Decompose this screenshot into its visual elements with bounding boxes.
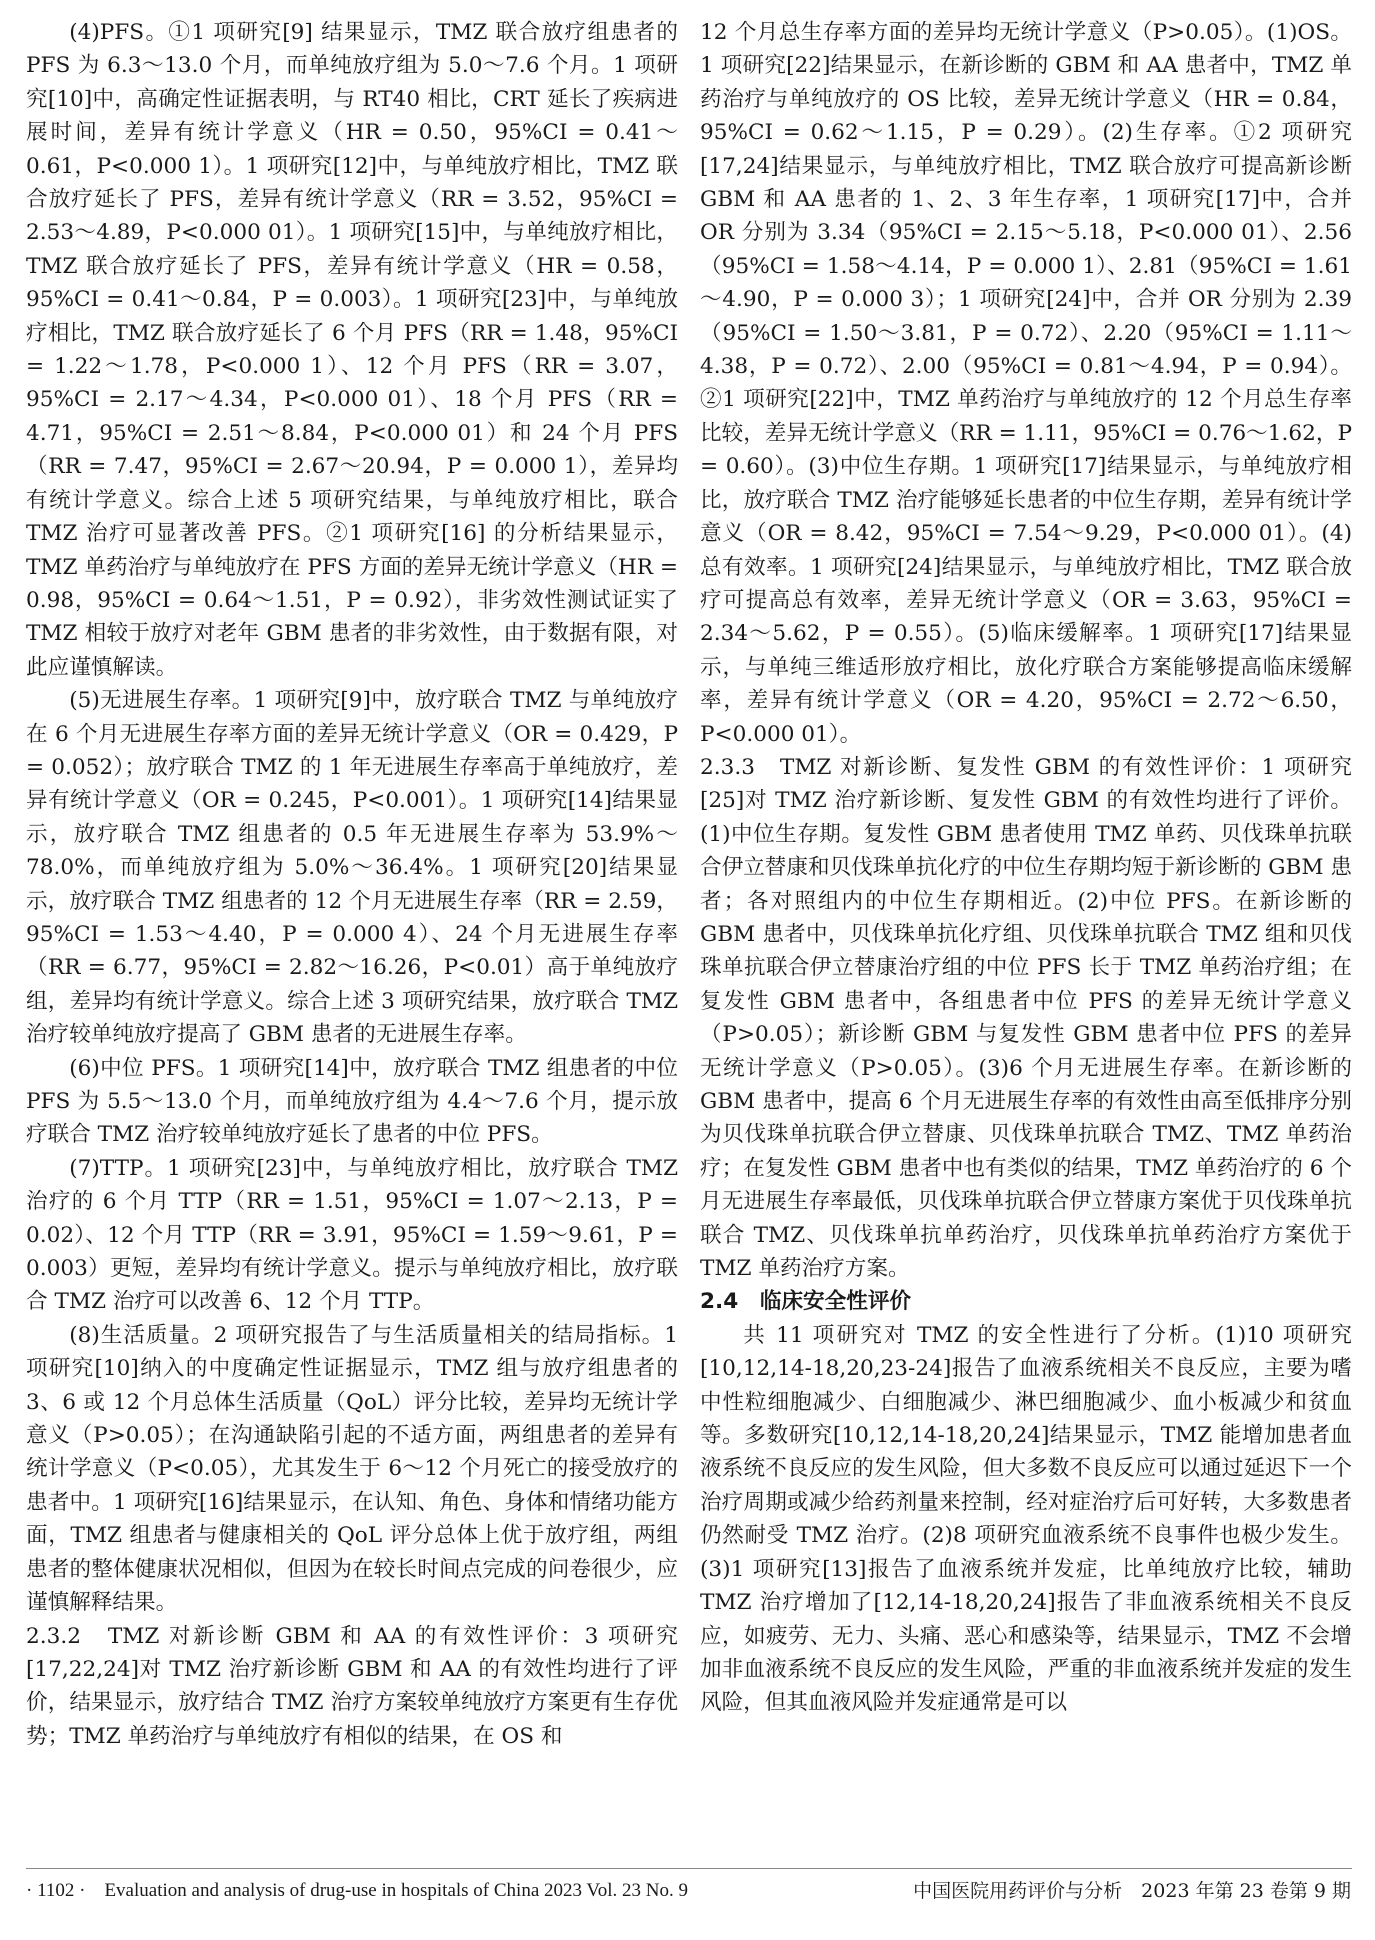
paragraph: 12 个月总生存率方面的差异均无统计学意义（P>0.05）。(1)OS。1 项研究[22]结果显示，在新诊断的 GBM 和 AA 患者中，TMZ 单药治疗与单纯放疗的 OS 比较，差异无统计学意义（HR = 0.84，95%CI = 0.62～1.15，P = 0.29）。(2)生存率。①2 项研究[17,24]结果显示，与单纯放疗相比，TMZ 联合放疗可提高新诊断 GBM 和 AA 患者的 1、2、3 年生存率，1 项研究[17]中，合并 OR 分别为 3.34（95%CI = 2.15～5.18，P<0.000 01）、2.56（95%CI = 1.58～4.14，P = 0.000 1）、2.81（95%CI = 1.61～4.90，P = 0.000 3）；1 项研究[24]中，合并 OR 分别为 2.39（95%CI = 1.50～3.81，P = 0.72）、2.20（95%CI = 1.11～4.38，P = 0.72）、2.00（95%CI = 0.81～4.94，P = 0.94）。②1 项研究[22]中，TMZ 单药治疗与单纯放疗的 12 个月总生存率比较，差异无统计学意义（RR = 1.11，95%CI = 0.76～1.62，P = 0.60）。(3)中位生存期。1 项研究[17]结果显示，与单纯放疗相比，放疗联合 TMZ 治疗能够延长患者的中位生存期，差异有统计学意义（OR = 8.42，95%CI = 7.54～9.29，P<0.000 01）。(4)总有效率。1 项研究[24]结果显示，与单纯放疗相比，TMZ 联合放疗可提高总有效率，差异无统计学意义（OR = 3.63，95%CI = 2.34～5.62，P = 0.55）。(5)临床缓解率。1 项研究[17]结果显示，与单纯三维适形放疗相比，放化疗联合方案能够提高临床缓解率，差异有统计学意义（OR = 4.20，95%CI = 2.72～6.50，P<0.000 01）。 — [700, 20, 1352, 747]
paragraph: 共 11 项研究对 TMZ 的安全性进行了分析。(1)10 项研究[10,12,14-18,20,23-24]报告了血液系统相关不良反应，主要为嗜中性粒细胞减少、白细胞减少、淋巴细胞减少、血小板减少和贫血等。多数研究[10,12,14-18,20,24]结果显示，TMZ 能增加患者血液系统不良反应的发生风险，但大多数不良反应可以通过延迟下一个治疗周期或减少给药剂量来控制，经对症治疗后可好转，大多数患者仍然耐受 TMZ 治疗。(2)8 项研究血液系统不良事件也极少发生。(3)1 项研究[13]报告了血液系统并发症，比单纯放疗比较，辅助 TMZ 治疗增加了[12,14-18,20,24]报告了非血液系统相关不良反应，如疲劳、无力、头痛、恶心和感染等，结果显示，TMZ 不会增加非血液系统不良反应的发生风险，严重的非血液系统并发症的发生风险，但其血液风险并发症通常是可以 — [700, 1322, 1352, 1716]
footer-journal-english: · 1102 · Evaluation and analysis of drug-use in hospitals of China 2023 Vol. 23 No. 9 — [26, 1880, 688, 1901]
paragraph: 2.3.2 TMZ 对新诊断 GBM 和 AA 的有效性评价：3 项研究[17,22,24]对 TMZ 治疗新诊断 GBM 和 AA 的有效性均进行了评价，结果显示，放疗结合 TMZ 治疗方案较单纯放疗方案更有生存优势；TMZ 单药治疗与单纯放疗有相似的结果，在 OS 和 — [26, 1623, 678, 1749]
right-column — [700, 16, 1352, 1720]
paragraph: (4)PFS。①1 项研究[9] 结果显示，TMZ 联合放疗组患者的 PFS 为 6.3～13.0 个月，而单纯放疗组为 5.0～7.6 个月。1 项研究[10]中，高确定性证据表明，与 RT40 相比，CRT 延长了疾病进展时间，差异有统计学意义（HR = 0.50，95%CI = 0.41～0.61，P<0.000 1）。1 项研究[12]中，与单纯放疗相比，TMZ 联合放疗延长了 PFS，差异有统计学意义（RR = 3.52，95%CI = 2.53～4.89，P<0.000 01）。1 项研究[15]中，与单纯放疗相比，TMZ 联合放疗延长了 PFS，差异有统计学意义（HR = 0.58，95%CI = 0.41～0.84，P = 0.003）。1 项研究[23]中，与单纯放疗相比，TMZ 联合放疗延长了 6 个月 PFS（RR = 1.48，95%CI = 1.22～1.78，P<0.000 1）、12 个月 PFS（RR = 3.07，95%CI = 2.17～4.34，P<0.000 01）、18 个月 PFS（RR = 4.71，95%CI = 2.51～8.84，P<0.000 01）和 24 个月 PFS（RR = 7.47，95%CI = 2.67～20.94，P = 0.000 1），差异均有统计学意义。综合上述 5 项研究结果，与单纯放疗相比，联合 TMZ 治疗可显著改善 PFS。②1 项研究[16] 的分析结果显示，TMZ 单药治疗与单纯放疗在 PFS 方面的差异无统计学意义（HR = 0.98，95%CI = 0.64～1.51，P = 0.92），非劣效性测试证实了 TMZ 相较于放疗对老年 GBM 患者的非劣效性，由于数据有限，对此应谨慎解读。 — [26, 20, 678, 680]
footer-journal-chinese: 中国医院用药评价与分析 2023 年第 23 卷第 9 期 — [913, 1880, 1351, 1902]
paragraph: 2.3.3 TMZ 对新诊断、复发性 GBM 的有效性评价：1 项研究[25]对 TMZ 治疗新诊断、复发性 GBM 的有效性均进行了评价。(1)中位生存期。复发性 GBM 患者使用 TMZ 单药、贝伐珠单抗联合伊立替康和贝伐珠单抗化疗的中位生存期均短于新诊断的 GBM 患者；各对照组内的中位生存期相近。(2)中位 PFS。在新诊断的 GBM 患者中，贝伐珠单抗化疗组、贝伐珠单抗联合 TMZ 组和贝伐珠单抗联合伊立替康治疗组的中位 PFS 长于 TMZ 单药治疗组；在复发性 GBM 患者中，各组患者中位 PFS 的差异无统计学意义（P>0.05）；新诊断 GBM 与复发性 GBM 患者中位 PFS 的差异无统计学意义（P>0.05）。(3)6 个月无进展生存率。在新诊断的 GBM 患者中，提高 6 个月无进展生存率的有效性由高至低排序分别为贝伐珠单抗联合伊立替康、贝伐珠单抗联合 TMZ、TMZ 单药治疗；在复发性 GBM 患者中也有类似的结果，TMZ 单药治疗的 6 个月无进展生存率最低，贝伐珠单抗联合伊立替康方案优于贝伐珠单抗联合 TMZ、贝伐珠单抗单药治疗，贝伐珠单抗单药治疗方案优于 TMZ 单药治疗方案。 — [700, 754, 1352, 1282]
paragraph: (5)无进展生存率。1 项研究[9]中，放疗联合 TMZ 与单纯放疗在 6 个月无进展生存率方面的差异无统计学意义（OR = 0.429，P = 0.052）；放疗联合 TMZ 的 1 年无进展生存率高于单纯放疗，差异有统计学意义（OR = 0.245，P<0.001）。1 项研究[14]结果显示，放疗联合 TMZ 组患者的 0.5 年无进展生存率为 53.9%～78.0%，而单纯放疗组为 5.0%～36.4%。1 项研究[20]结果显示，放疗联合 TMZ 组患者的 12 个月无进展生存率（RR = 2.59，95%CI = 1.53～4.40，P = 0.000 4）、24 个月无进展生存率（RR = 6.77，95%CI = 2.82～16.26，P<0.01）高于单纯放疗组，差异均有统计学意义。综合上述 3 项研究结果，放疗联合 TMZ 治疗较单纯放疗提高了 GBM 患者的无进展生存率。 — [26, 688, 678, 1048]
left-column — [26, 16, 678, 1753]
paragraph: (6)中位 PFS。1 项研究[14]中，放疗联合 TMZ 组患者的中位 PFS 为 5.5～13.0 个月，而单纯放疗组为 4.4～7.6 个月，提示放疗联合 TMZ 治疗较单纯放疗延长了患者的中位 PFS。 — [26, 1055, 678, 1148]
footer-rule — [26, 1868, 1352, 1869]
paragraph: (7)TTP。1 项研究[23]中，与单纯放疗相比，放疗联合 TMZ 治疗的 6 个月 TTP（RR = 1.51，95%CI = 1.07～2.13，P = 0.02）、12 个月 TTP（RR = 3.91，95%CI = 1.59～9.61，P = 0.003）更短，差异均有统计学意义。提示与单纯放疗相比，放疗联合 TMZ 治疗可以改善 6、12 个月 TTP。 — [26, 1155, 678, 1315]
section-heading: 2.4 临床安全性评价 — [700, 1289, 912, 1315]
paragraph: (8)生活质量。2 项研究报告了与生活质量相关的结局指标。1 项研究[10]纳入的中度确定性证据显示，TMZ 组与放疗组患者的 3、6 或 12 个月总体生活质量（QoL）评分比较，差异均无统计学意义（P>0.05）；在沟通缺陷引起的不适方面，两组患者的差异有统计学意义（P<0.05），尤其发生于 6～12 个月死亡的接受放疗的患者中。1 项研究[16]结果显示，在认知、角色、身体和情绪功能方面，TMZ 组患者与健康相关的 QoL 评分总体上优于放疗组，两组患者的整体健康状况相似，但因为在较长时间点完成的问卷很少，应谨慎解释结果。 — [26, 1322, 678, 1616]
